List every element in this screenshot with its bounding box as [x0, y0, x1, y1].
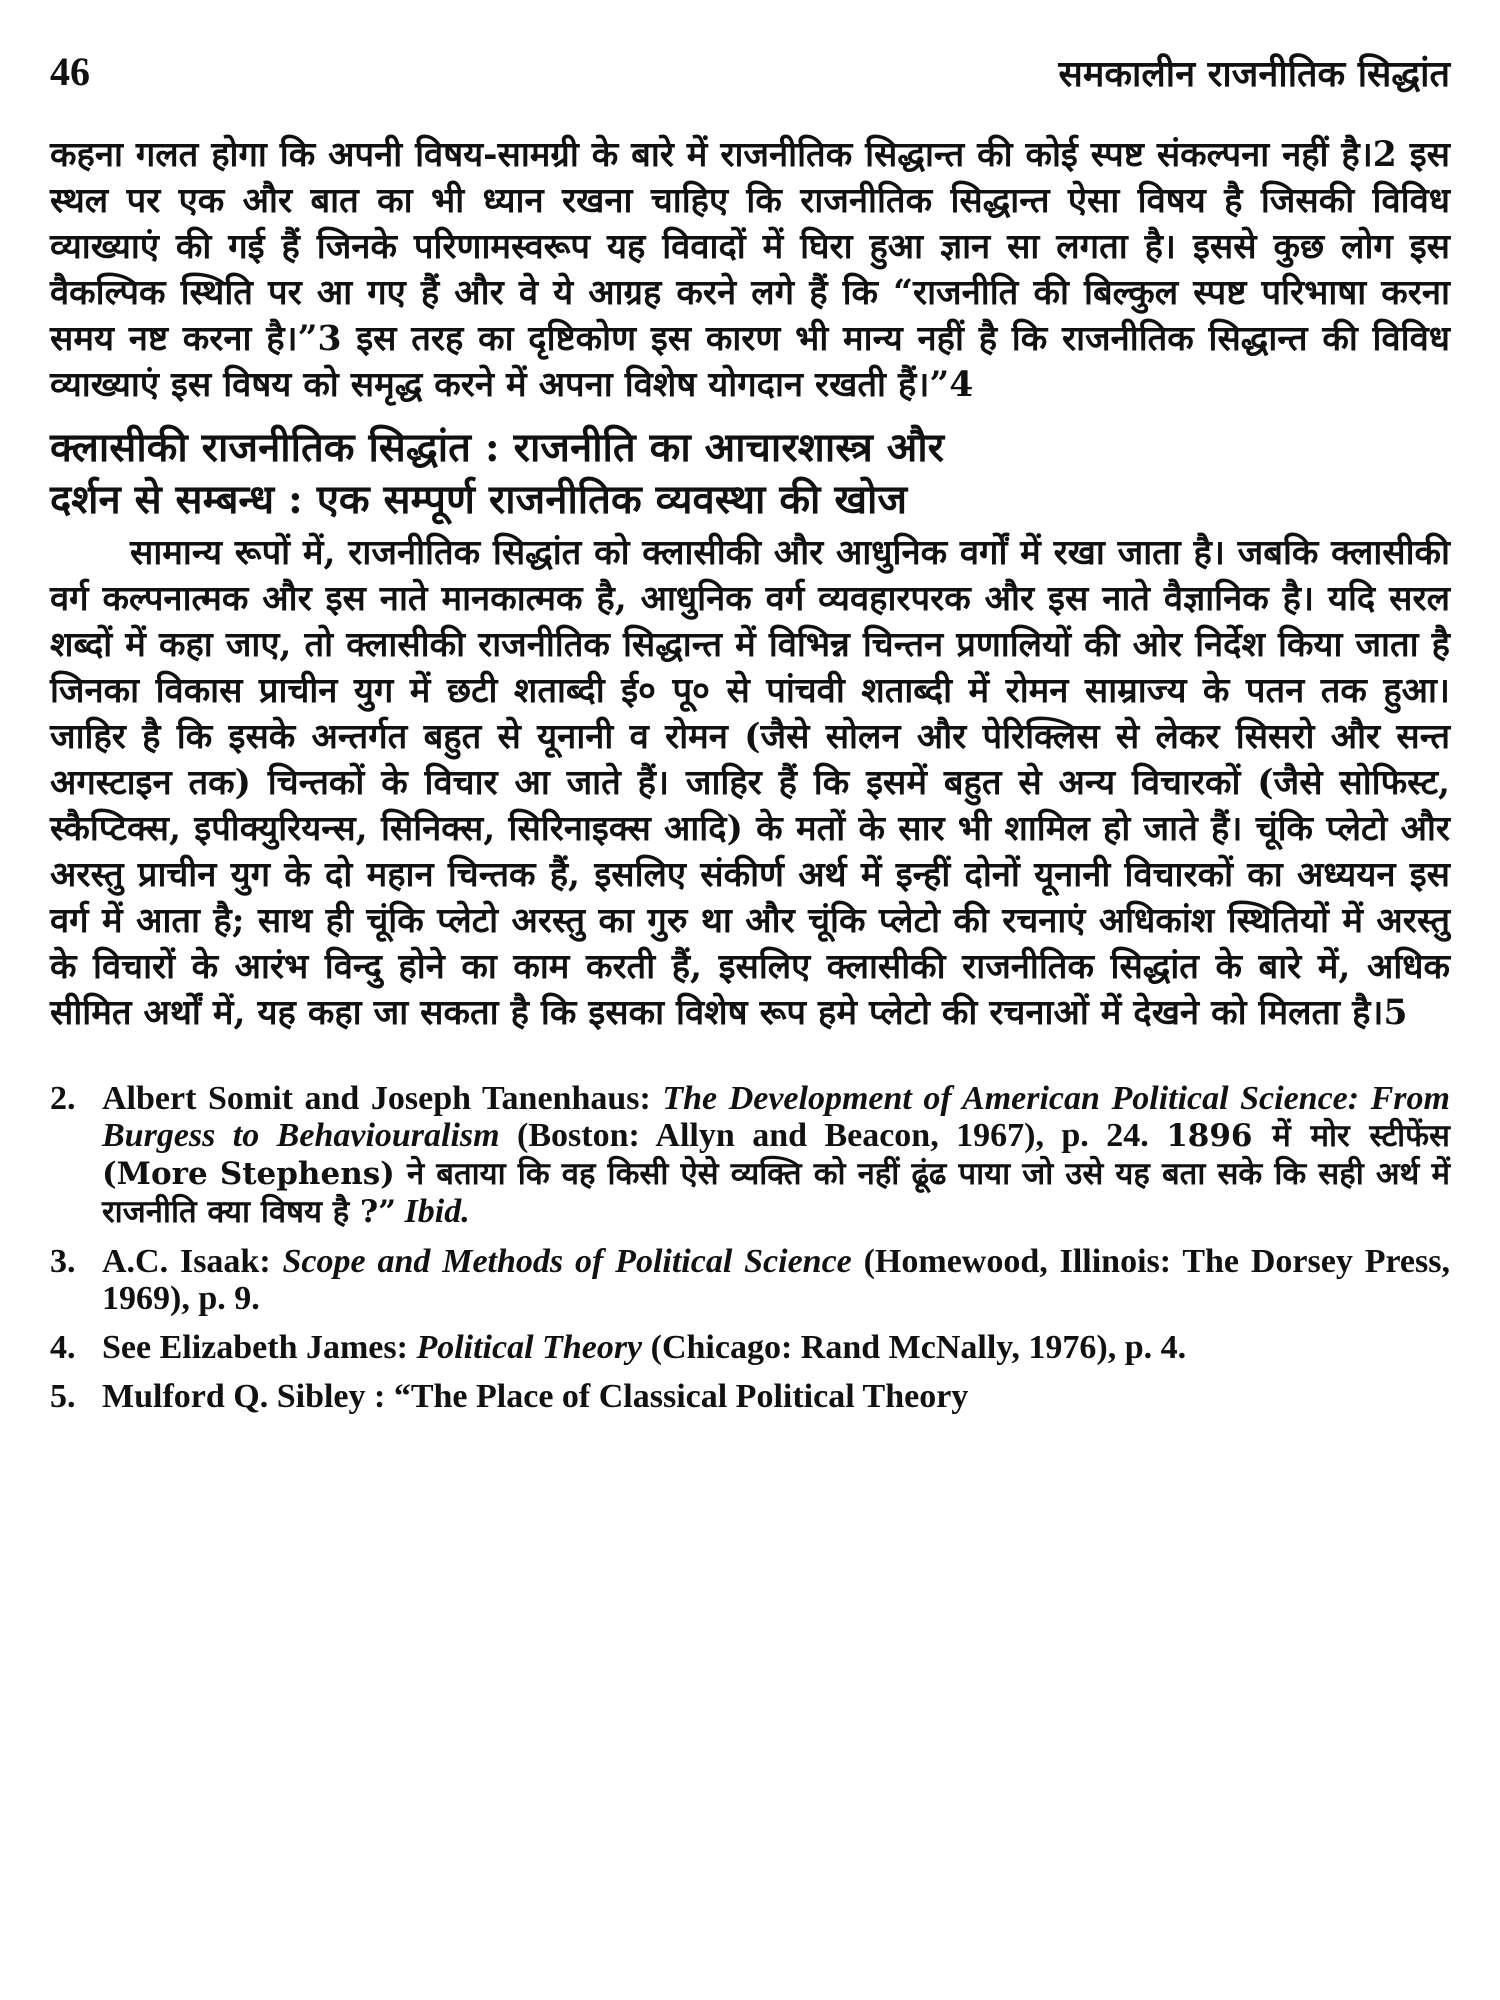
footnotes [50, 1080, 1450, 1415]
footnote-number: 2. [50, 1080, 76, 1117]
footnote-authors: See Elizabeth James: [102, 1329, 417, 1366]
book-page [50, 40, 1450, 1980]
footnote-publication: (Chicago: Rand McNally, 1976), p. 4. [642, 1329, 1187, 1366]
footnote-number: 5. [50, 1378, 76, 1415]
footnote-ibid: Ibid. [396, 1193, 470, 1230]
body-paragraph-2: सामान्य रूपों में, राजनीतिक सिद्धांत को क्लासीकी और आधुनिक वर्गों में रखा जाता है। जबकि क्लासीकी वर्ग कल्पनात्मक और इस नाते मानकात्मक है, आधुनिक वर्ग व्यवहारपरक और इस नाते वैज्ञानिक है। यदि सरल शब्दों में कहा जाए, तो क्लासीकी राजनीतिक सिद्धान्त में विभिन्न चिन्तन प्रणालियों की ओर निर्देश किया जाता है जिनका विकास प्राचीन युग में छटी शताब्दी ई० पू० से पांचवी शताब्दी में रोमन साम्राज्य के पतन तक हुआ। जाहिर है कि इसके अन्तर्गत बहुत से यूनानी व रोमन (जैसे सोलन और पेरिक्लिस से लेकर सिसरो और सन्त अगस्टाइन तक) चिन्तकों के विचार आ जाते हैं। जाहिर हैं कि इसमें बहुत से अन्य विचारकों (जैसे सोफिस्ट, स्कैप्टिक्स, इपीक्युरियन्स, सिनिक्स, सिरिनाइक्स आदि) के मतों के सार भी शामिल हो जाते हैं। चूंकि प्लेटो और अरस्तु प्राचीन युग के दो महान चिन्तक हैं, इसलिए संकीर्ण अर्थ में इन्हीं दोनों यूनानी विचारकों का अध्ययन इस वर्ग में आता है; साथ ही चूंकि प्लेटो अरस्तु का गुरु था और चूंकि प्लेटो की रचनाएं अधिकांश स्थितियों में अरस्तु के विचारों के आरंभ विन्दु होने का काम करती हैं, इसलिए क्लासीकी राजनीतिक सिद्धांत के बारे में, अधिक सीमित अर्थों में, यह कहा जा सकता है कि इसका विशेष रूप हमे प्लेटो की रचनाओं में देखने को मिलता है।5 [50, 533, 1450, 1033]
footnote-authors: Mulford Q. Sibley : “The Place of Classical Political Theory [102, 1378, 969, 1415]
footnote-3 [50, 1243, 1450, 1317]
footnote-number: 3. [50, 1243, 76, 1280]
page-header [50, 40, 1450, 110]
page-number: 46 [50, 49, 90, 94]
footnote-2 [50, 1080, 1450, 1231]
section-heading-line-1: क्लासीकी राजनीतिक सिद्धांत : राजनीति का आचारशास्त्र और [50, 424, 945, 471]
section-heading-line-2: दर्शन से सम्बन्ध : एक सम्पूर्ण राजनीतिक व्यवस्था की खोज [50, 476, 908, 523]
footnote-title: The Development of American Political Science: From Burgess to Behaviouralism [102, 1080, 1450, 1154]
footnote-authors: A.C. Isaak: [102, 1243, 283, 1280]
footnote-publication: (Homewood, Illinois: The Dorsey Press, 1969), p. 9. [102, 1243, 1450, 1317]
footnote-title: Political Theory [416, 1329, 643, 1366]
footnote-4 [50, 1329, 1450, 1366]
footnote-publication: (Boston: Allyn and Beacon, 1967), p. 24. [499, 1117, 1167, 1154]
body-paragraph-1: कहना गलत होगा कि अपनी विषय-सामग्री के बारे में राजनीतिक सिद्धान्त की कोई स्पष्ट संकल्पना नहीं है।2 इस स्थल पर एक और बात का भी ध्यान रखना चाहिए कि राजनीतिक सिद्धान्त ऐसा विषय है जिसकी विविध व्याख्याएं की गई हैं जिनके परिणामस्वरूप यह विवादों में घिरा हुआ ज्ञान सा लगता है। इससे कुछ लोग इस वैकल्पिक स्थिति पर आ गए हैं और वे ये आग्रह करने लगे हैं कि “राजनीति की बिल्कुल स्पष्ट परिभाषा करना समय नष्ट करना है।”3 इस तरह का दृष्टिकोण इस कारण भी मान्य नहीं है कि राजनीतिक सिद्धान्त की विविध व्याख्याएं इस विषय को समृद्ध करने में अपना विशेष योगदान रखती हैं।”4 [50, 135, 1450, 405]
running-title: समकालीन राजनीतिक सिद्धांत [1058, 53, 1450, 95]
footnote-title: Scope and Methods of Political Science [282, 1243, 852, 1280]
section-heading [50, 422, 1450, 526]
footnote-hindi-note: 1896 में मोर स्टीफेंस (More Stephens) ने बताया कि वह किसी ऐसे व्यक्ति को नहीं ढूंढ पाया जो उसे यह बता सके कि सही अर्थ में राजनीति क्या विषय है ?” [102, 1118, 1450, 1230]
footnote-authors: Albert Somit and Joseph Tanenhaus: [102, 1080, 663, 1117]
footnote-5 [50, 1378, 1450, 1415]
footnote-number: 4. [50, 1329, 76, 1366]
